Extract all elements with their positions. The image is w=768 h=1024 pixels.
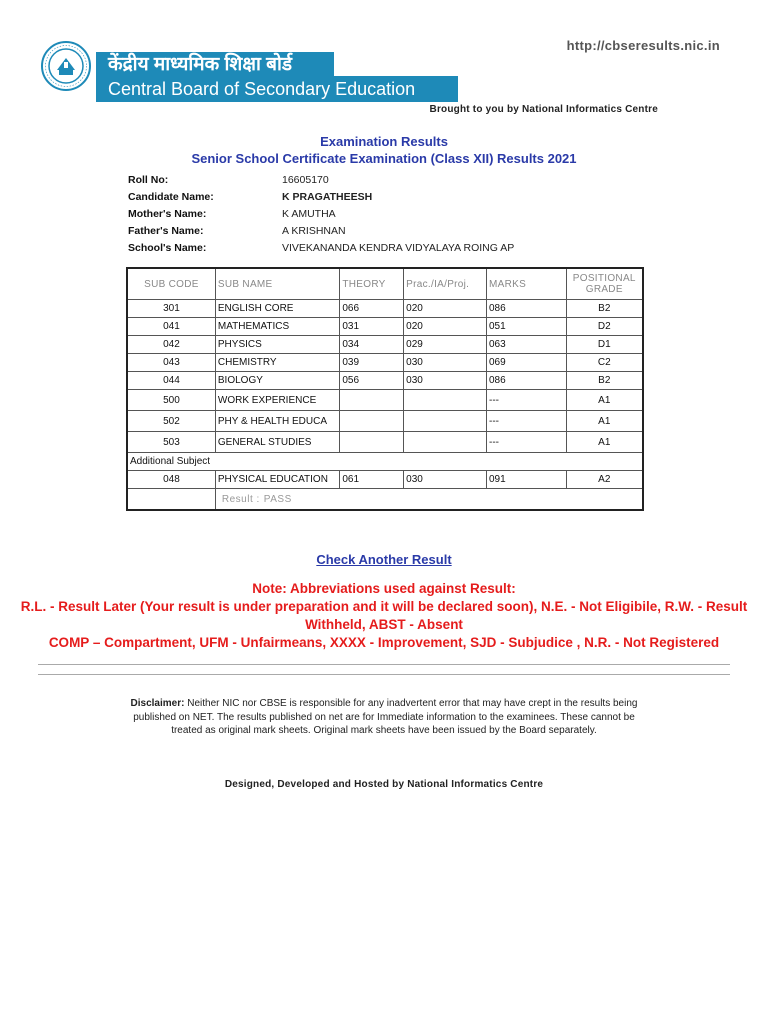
header-sub-code: SUB CODE (127, 268, 215, 300)
grade: D2 (566, 318, 643, 336)
footer-credit: Designed, Developed and Hosted by National Informatics Centre (224, 779, 544, 790)
prac (404, 390, 487, 411)
sub-name: ENGLISH CORE (215, 300, 339, 318)
exam-title: Senior School Certificate Examination (Class XII) Results 2021 (191, 151, 577, 166)
candidate-info (128, 171, 514, 256)
check-another-result-link[interactable]: Check Another Result (316, 552, 452, 567)
header-grade (566, 268, 643, 300)
table-row (127, 300, 643, 318)
table-row (127, 372, 643, 390)
sub-code: 500 (127, 390, 215, 411)
sub-code: 044 (127, 372, 215, 390)
marks-header-row (127, 268, 643, 300)
disclaimer-text: Neither NIC nor CBSE is responsible for any inadvertent error that may have crept in the results being published on NET. The results published on net are for Immediate information to the examinees. These cannot be treated as original mark sheets. Original mark sheets have been issued by the Board separately. (133, 698, 638, 736)
sub-code: 043 (127, 354, 215, 372)
result-label: Result : (221, 493, 260, 505)
note-line-2: R.L. - Result Later (Your result is under preparation and it will be declared soon), N.E. - Not Eligibile, R.W. - Result Withheld, ABST - Absent (20, 599, 748, 632)
marks: 086 (486, 372, 566, 390)
info-row-mother (128, 205, 514, 222)
abbreviations-note (20, 580, 748, 652)
info-label: Father's Name: (128, 224, 204, 237)
hindi-board-title: केंद्रीय माध्यमिक शिक्षा बोर्ड (96, 52, 334, 78)
grade: B2 (566, 372, 643, 390)
prac: 020 (404, 318, 487, 336)
info-label: Mother's Name: (128, 207, 207, 220)
sub-name: PHYSICS (215, 336, 339, 354)
note-line-3: COMP – Compartment, UFM - Unfairmeans, XXXX - Improvement, SJD - Subjudice , N.R. - Not Registered (48, 635, 720, 650)
sub-code: 042 (127, 336, 215, 354)
theory: 056 (340, 372, 404, 390)
info-label: Roll No: (128, 173, 169, 186)
marks: --- (486, 390, 566, 411)
marks: 091 (486, 471, 566, 489)
info-value: A KRISHNAN (282, 224, 346, 237)
divider (38, 664, 730, 665)
marks-table (126, 267, 644, 511)
info-label: Candidate Name: (128, 190, 214, 203)
theory (340, 390, 404, 411)
sub-code: 301 (127, 300, 215, 318)
disclaimer-label: Disclaimer: (130, 698, 185, 709)
page-title: Examination Results (320, 134, 448, 149)
theory: 034 (340, 336, 404, 354)
info-label: School's Name: (128, 241, 207, 254)
marks: 086 (486, 300, 566, 318)
table-row (127, 318, 643, 336)
info-value: K PRAGATHEESH (282, 190, 373, 203)
additional-subject-row (127, 453, 643, 471)
prac: 030 (404, 354, 487, 372)
prac: 020 (404, 300, 487, 318)
result-row (127, 489, 643, 511)
prac: 030 (404, 471, 487, 489)
grade: D1 (566, 336, 643, 354)
result-value: PASS (263, 493, 292, 505)
prac: 030 (404, 372, 487, 390)
header-theory: THEORY (340, 268, 404, 300)
grade: B2 (566, 300, 643, 318)
divider (38, 674, 730, 675)
prac (404, 432, 487, 453)
marks: --- (486, 432, 566, 453)
sub-name: CHEMISTRY (215, 354, 339, 372)
sub-code: 503 (127, 432, 215, 453)
sub-code: 041 (127, 318, 215, 336)
marks: --- (486, 411, 566, 432)
sub-name: PHYSICAL EDUCATION (215, 471, 339, 489)
result-empty-cell (127, 489, 215, 511)
sub-code: 048 (127, 471, 215, 489)
result-cell (215, 489, 643, 511)
info-row-father (128, 222, 514, 239)
marks: 051 (486, 318, 566, 336)
info-row-school (128, 239, 514, 256)
additional-subject-label: Additional Subject (127, 453, 643, 471)
sub-name: MATHEMATICS (215, 318, 339, 336)
table-row (127, 390, 643, 411)
disclaimer (128, 697, 640, 738)
prac (404, 411, 487, 432)
header-grade-line1: POSITIONAL (572, 273, 636, 284)
note-heading: Note: Abbreviations used against Result: (252, 581, 516, 596)
theory: 039 (340, 354, 404, 372)
theory: 061 (340, 471, 404, 489)
theory: 066 (340, 300, 404, 318)
theory: 031 (340, 318, 404, 336)
marks: 069 (486, 354, 566, 372)
header-prac: Prac./IA/Proj. (404, 268, 487, 300)
sub-name: BIOLOGY (215, 372, 339, 390)
sub-code: 502 (127, 411, 215, 432)
sub-name: GENERAL STUDIES (215, 432, 339, 453)
english-board-title: Central Board of Secondary Education (96, 76, 458, 102)
grade: C2 (566, 354, 643, 372)
marks: 063 (486, 336, 566, 354)
grade: A1 (566, 432, 643, 453)
brought-by-text: Brought to you by National Informatics Centre (429, 104, 658, 115)
prac: 029 (404, 336, 487, 354)
table-row (127, 432, 643, 453)
info-row-roll (128, 171, 514, 188)
info-value: VIVEKANANDA KENDRA VIDYALAYA ROING AP (282, 241, 515, 254)
grade: A2 (566, 471, 643, 489)
site-url: http://cbseresults.nic.in (566, 38, 720, 53)
cbse-logo-icon (40, 40, 92, 92)
grade: A1 (566, 390, 643, 411)
info-value: 16605170 (282, 173, 329, 186)
table-row (127, 354, 643, 372)
header-sub-name: SUB NAME (215, 268, 339, 300)
header-grade-line2: GRADE (585, 284, 623, 295)
table-row (127, 411, 643, 432)
grade: A1 (566, 411, 643, 432)
info-value: K AMUTHA (282, 207, 336, 220)
theory (340, 432, 404, 453)
header-marks: MARKS (486, 268, 566, 300)
sub-name: WORK EXPERIENCE (215, 390, 339, 411)
table-row (127, 336, 643, 354)
theory (340, 411, 404, 432)
sub-name: PHY & HEALTH EDUCA (215, 411, 339, 432)
table-row (127, 471, 643, 489)
info-row-candidate (128, 188, 514, 205)
